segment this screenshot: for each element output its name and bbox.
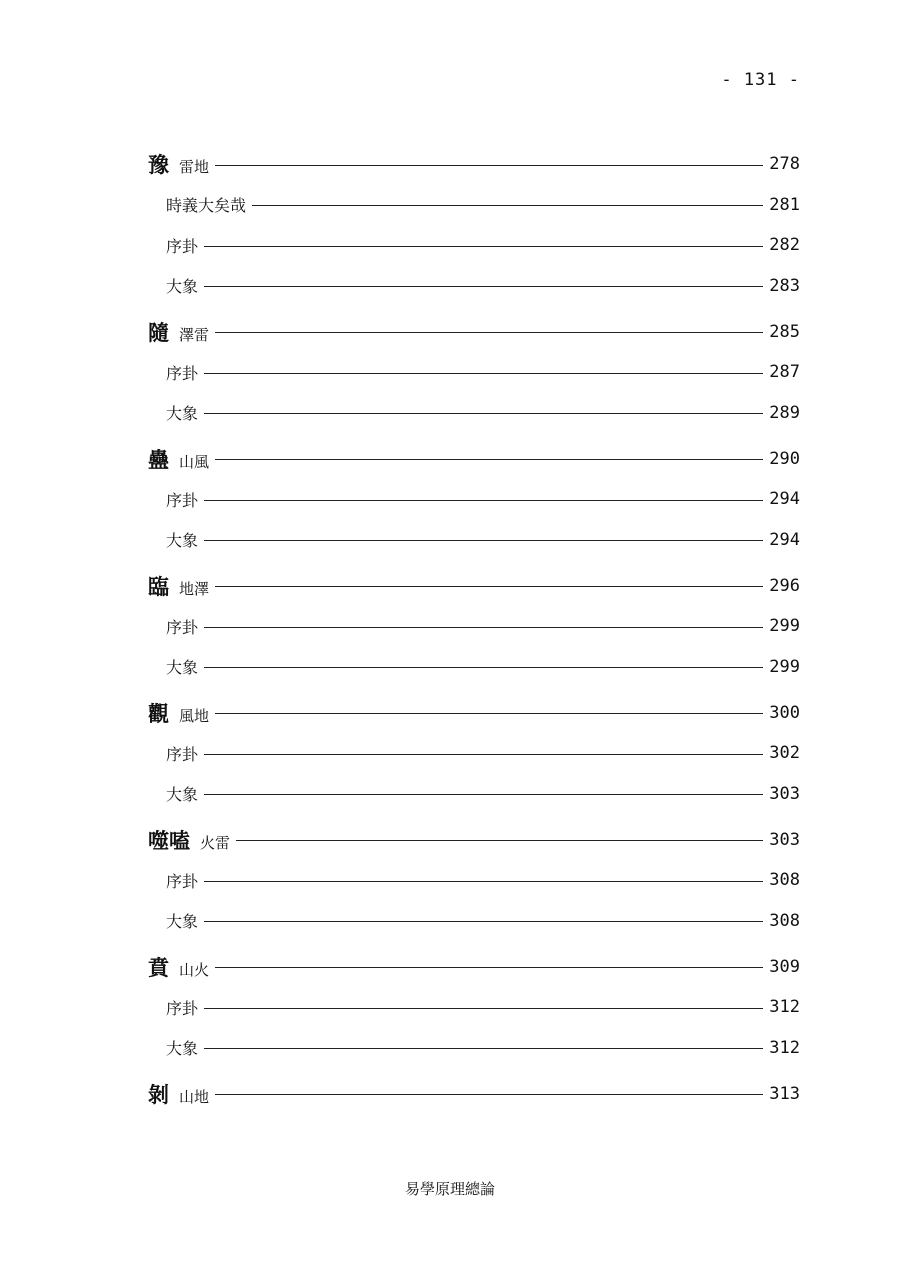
hexagram-trigrams: 雷地 <box>179 158 210 176</box>
hexagram-name: 噬嗑 <box>148 827 190 853</box>
toc-entry-section <box>148 906 800 936</box>
toc-entry-title <box>166 528 198 551</box>
section-name: 序卦 <box>166 363 199 383</box>
toc-entry-title <box>166 488 198 511</box>
toc-page-number: 313 <box>769 1083 800 1104</box>
toc-page-number: 300 <box>769 702 800 723</box>
toc-entry-title <box>166 909 198 932</box>
leader-line <box>215 1094 763 1095</box>
toc-page-number: 312 <box>769 1037 800 1058</box>
toc-page-number: 290 <box>769 448 800 469</box>
section-name: 大象 <box>166 1039 199 1058</box>
toc-entry-title <box>148 698 209 728</box>
section-name: 大象 <box>166 531 199 550</box>
hexagram-trigrams: 風地 <box>179 706 210 725</box>
toc-entry-title <box>166 234 198 257</box>
toc-page-number: 308 <box>769 870 800 890</box>
toc-page-number: 289 <box>769 402 800 423</box>
toc-entry-title <box>166 361 198 384</box>
section-name: 大象 <box>166 404 199 423</box>
section-name: 時義大矣哉 <box>166 196 247 215</box>
toc-page-number: 312 <box>769 997 800 1017</box>
toc-entry-hexagram <box>148 444 800 474</box>
section-name: 序卦 <box>166 998 199 1018</box>
leader-line <box>215 713 763 714</box>
toc-page-number: 287 <box>769 362 800 382</box>
toc-page-number: 309 <box>769 956 800 977</box>
toc-entry-section <box>148 738 800 768</box>
toc-entry-section <box>148 611 800 641</box>
leader-line <box>204 246 763 247</box>
leader-line <box>204 373 763 374</box>
leader-line <box>215 586 763 587</box>
section-name: 序卦 <box>166 617 199 637</box>
hexagram-name: 觀 <box>148 700 169 726</box>
toc-page-number: 278 <box>769 154 800 174</box>
hexagram-trigrams: 山火 <box>179 960 210 979</box>
leader-line <box>204 754 763 755</box>
hexagram-name: 豫 <box>148 152 169 177</box>
toc-entry-title <box>166 655 198 678</box>
leader-line <box>204 540 763 541</box>
hexagram-name: 蠱 <box>148 446 169 472</box>
leader-line <box>204 286 763 287</box>
toc-entry-section <box>148 1033 800 1063</box>
footer-book-title: 易學原理總論 <box>404 1180 495 1198</box>
toc-page-number: 308 <box>769 910 800 931</box>
toc-entry-section <box>148 525 800 555</box>
toc-entry-hexagram <box>148 317 800 347</box>
toc-page-number: 282 <box>769 235 800 255</box>
toc-entry-hexagram <box>148 952 800 982</box>
toc-entry-title <box>166 742 198 765</box>
toc-entry-section <box>148 992 800 1022</box>
leader-line <box>236 840 763 841</box>
hexagram-name: 賁 <box>148 954 169 980</box>
section-name: 序卦 <box>166 236 199 256</box>
toc-page-number: 296 <box>769 575 800 596</box>
hexagram-trigrams: 澤雷 <box>179 325 210 344</box>
section-name: 大象 <box>166 658 199 677</box>
leader-line <box>215 459 763 460</box>
hexagram-trigrams: 地澤 <box>179 579 210 598</box>
toc-entry-hexagram <box>148 1079 800 1109</box>
toc-entry-section <box>148 779 800 809</box>
toc-entry-title <box>166 869 198 892</box>
toc-entry-section <box>148 357 800 387</box>
toc-entry-title <box>166 782 198 805</box>
toc-entry-title <box>166 193 246 216</box>
toc-entry-section <box>148 190 800 220</box>
toc-entry-title <box>148 444 209 474</box>
toc-entry-section <box>148 865 800 895</box>
toc-entry-title <box>148 1079 209 1109</box>
hexagram-trigrams: 山風 <box>179 452 210 471</box>
toc-entry-hexagram <box>148 825 800 855</box>
leader-line <box>215 967 763 968</box>
toc-page-number: 294 <box>769 489 800 509</box>
toc-entry-title <box>166 996 198 1019</box>
toc-entry-section <box>148 398 800 428</box>
hexagram-trigrams: 火雷 <box>200 833 231 852</box>
leader-line <box>204 500 763 501</box>
toc-entry-title <box>166 274 198 297</box>
leader-line <box>215 165 763 166</box>
page-number: - 131 - <box>721 70 800 90</box>
section-name: 大象 <box>166 277 199 296</box>
toc-page-number: 302 <box>769 743 800 763</box>
toc-entry-title <box>166 401 198 424</box>
leader-line <box>204 881 763 882</box>
toc-entry-hexagram <box>148 149 800 179</box>
toc-page-number: 294 <box>769 529 800 550</box>
toc-entry-section <box>148 230 800 260</box>
toc-entry-title <box>166 615 198 638</box>
hexagram-trigrams: 山地 <box>179 1087 210 1106</box>
section-name: 大象 <box>166 785 199 804</box>
toc-entry-title <box>148 952 209 982</box>
hexagram-name: 臨 <box>148 573 169 599</box>
leader-line <box>204 794 763 795</box>
toc-page-number: 285 <box>769 321 800 342</box>
leader-line <box>204 413 763 414</box>
leader-line <box>252 205 763 206</box>
leader-line <box>215 332 763 333</box>
toc-entry-section <box>148 271 800 301</box>
section-name: 大象 <box>166 912 199 931</box>
toc-page-number: 283 <box>769 275 800 296</box>
section-name: 序卦 <box>166 871 199 891</box>
toc-page-number: 281 <box>769 194 800 215</box>
toc-entry-title <box>166 1036 198 1059</box>
leader-line <box>204 921 763 922</box>
leader-line <box>204 1008 763 1009</box>
hexagram-name: 隨 <box>148 319 169 345</box>
section-name: 序卦 <box>166 744 199 764</box>
toc-page-number: 299 <box>769 616 800 636</box>
leader-line <box>204 667 763 668</box>
toc-entry-hexagram <box>148 698 800 728</box>
section-name: 序卦 <box>166 490 199 510</box>
leader-line <box>204 627 763 628</box>
leader-line <box>204 1048 763 1049</box>
toc-page-number: 303 <box>769 829 800 850</box>
toc-entry-section <box>148 484 800 514</box>
toc-page-number: 303 <box>769 783 800 804</box>
toc-entry-title <box>148 149 209 179</box>
toc-entry-title <box>148 571 209 601</box>
toc-entry-hexagram <box>148 571 800 601</box>
hexagram-name: 剝 <box>148 1081 169 1107</box>
toc-page-number: 299 <box>769 656 800 677</box>
toc-entry-title <box>148 825 230 855</box>
toc-entry-title <box>148 317 209 347</box>
toc-entry-section <box>148 652 800 682</box>
